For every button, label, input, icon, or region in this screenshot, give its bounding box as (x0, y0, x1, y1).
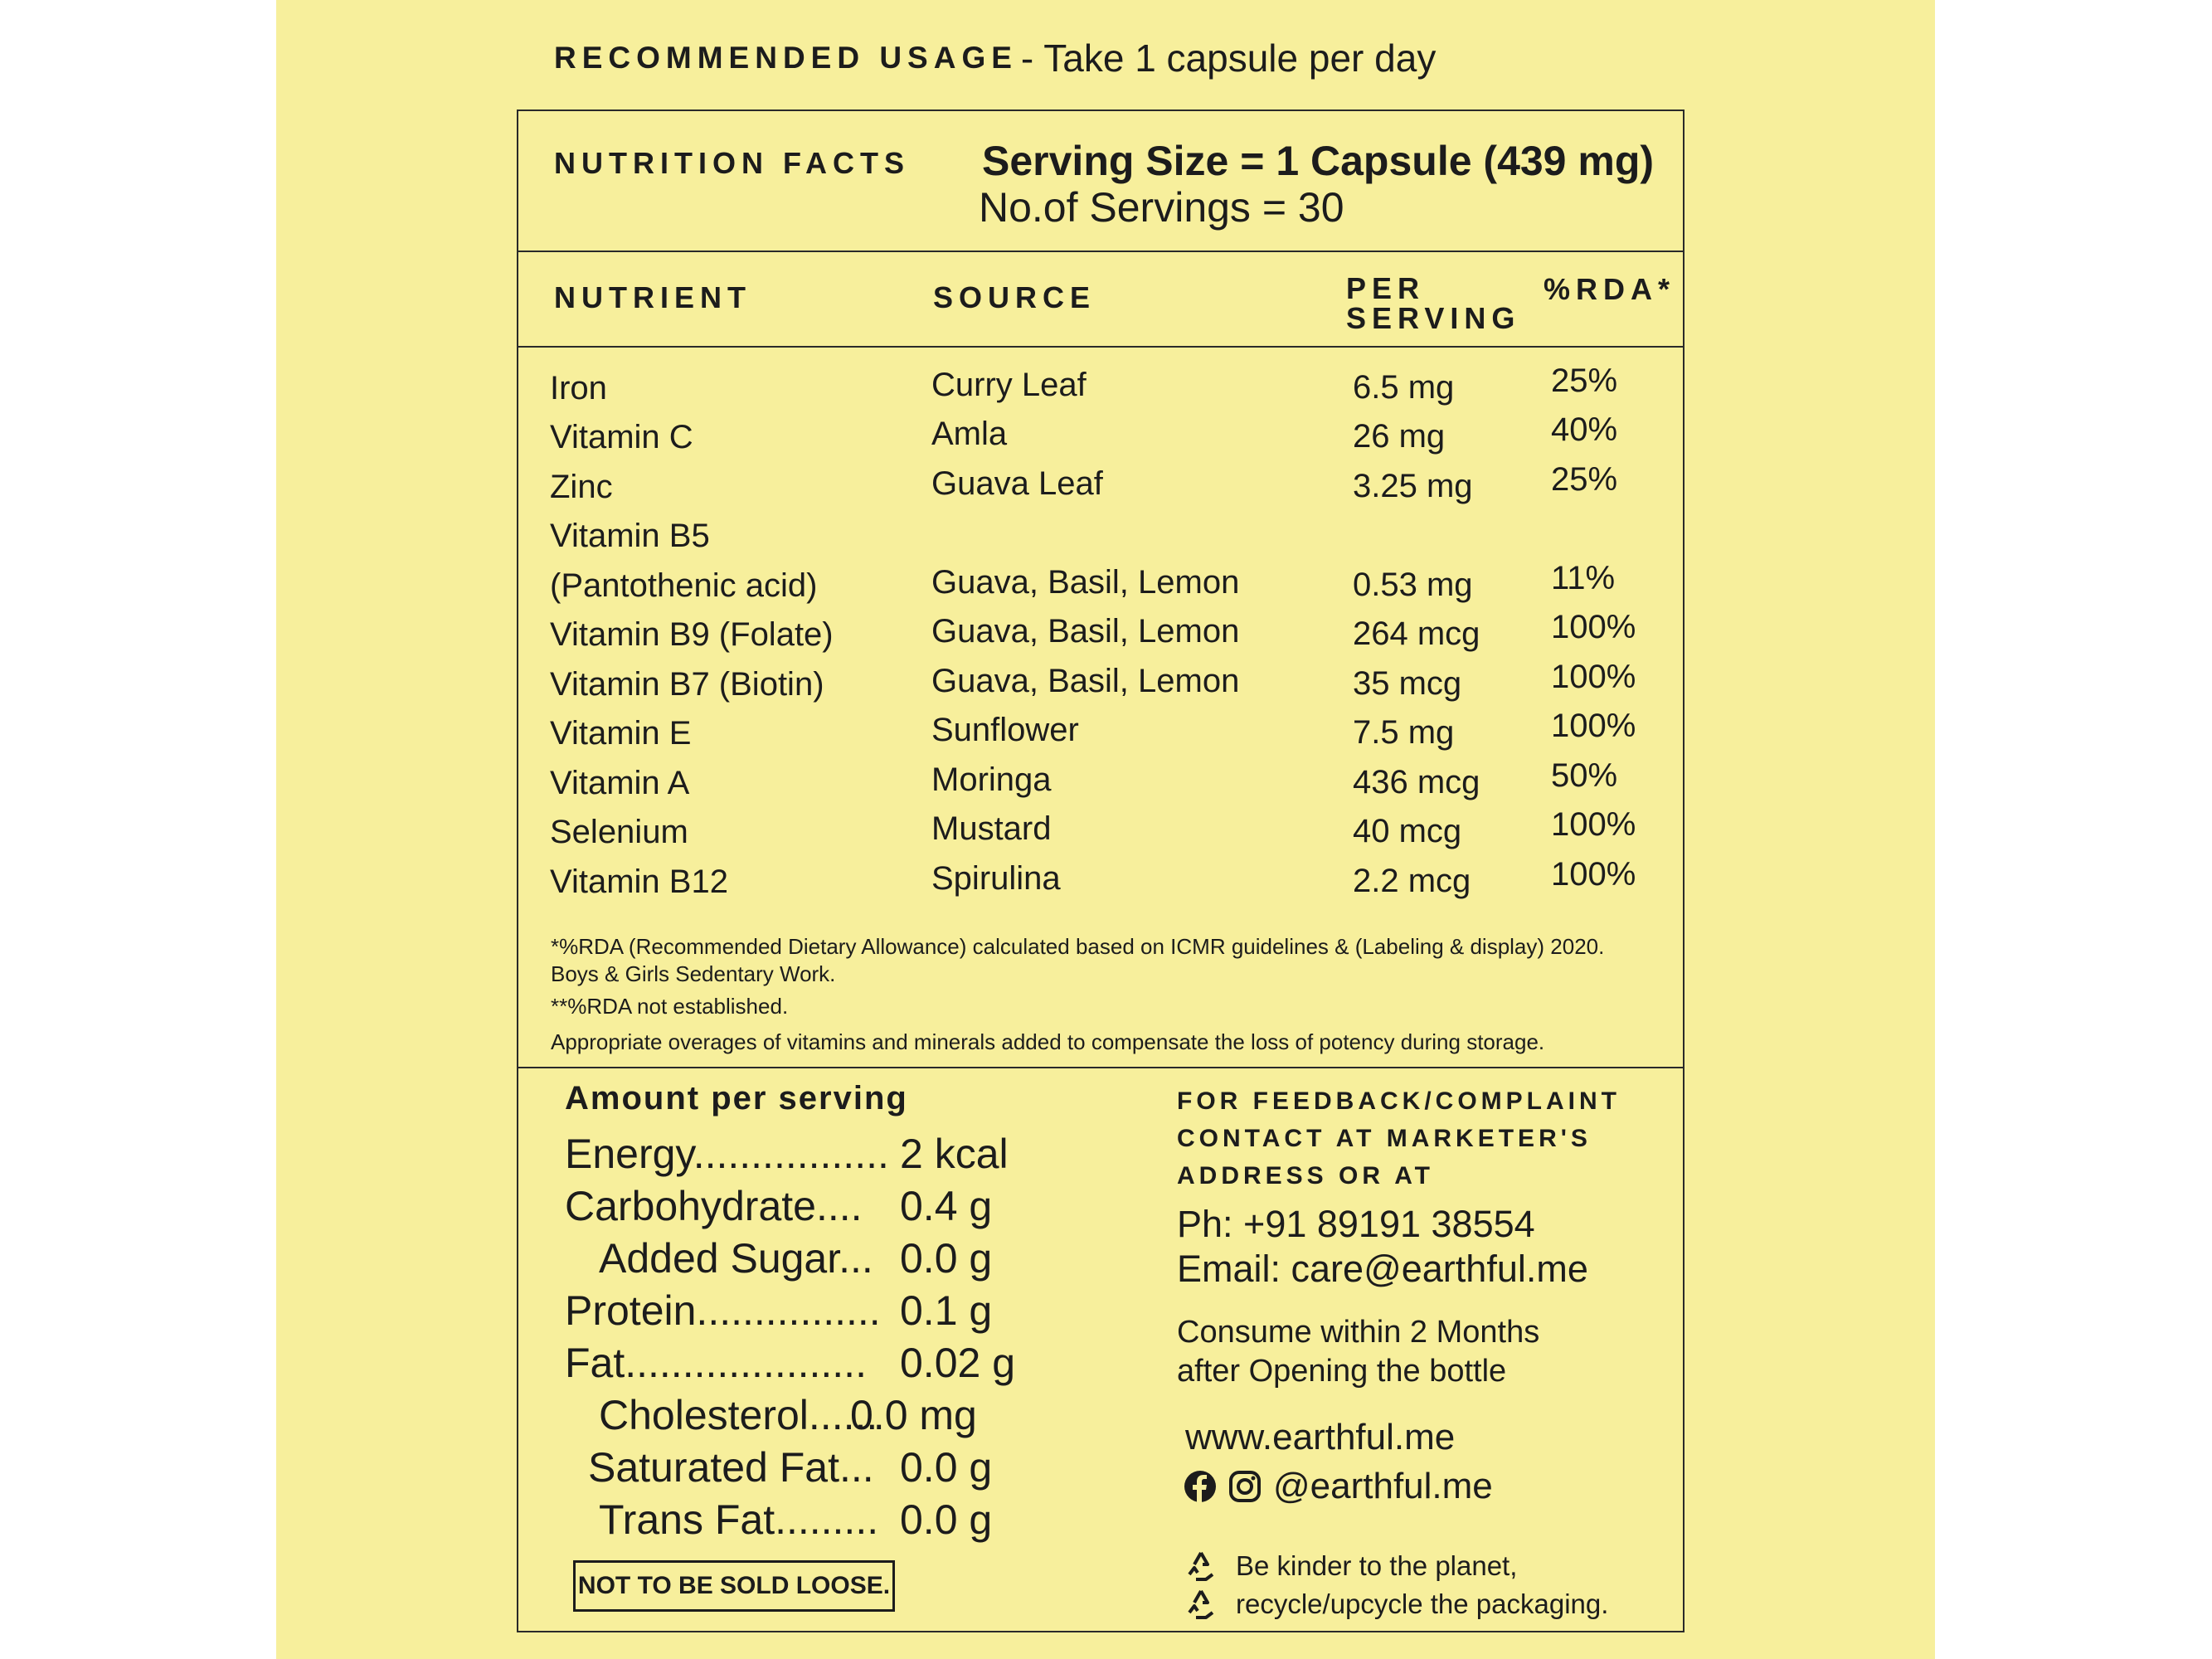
carbohydrate-label: Carbohydrate.... (565, 1183, 863, 1229)
recommended-usage (554, 33, 1436, 83)
rda-cell: 100% (1551, 708, 1636, 744)
rda-cell: 25% (1551, 362, 1618, 399)
saturated-fat-label: Saturated Fat... (588, 1444, 874, 1491)
source-cell: Guava Leaf (931, 465, 1103, 502)
fat-label: Fat..................... (565, 1340, 867, 1386)
divider-columns (517, 346, 1685, 348)
nutrient-cell: Vitamin B12 (550, 864, 728, 900)
nutrient-cell: Iron (550, 370, 607, 406)
recycle-icon (1184, 1550, 1218, 1583)
servings-count: No.of Servings = 30 (979, 184, 1344, 231)
per-serving-cell: 26 mg (1353, 418, 1446, 455)
footnote-rda: *%RDA (Recommended Dietary Allowance) calculated based on ICMR guidelines & (Labeling & display) 2020. (551, 934, 1605, 959)
energy-label: Energy................. (565, 1131, 889, 1177)
col-header-per-serving (1346, 271, 1521, 335)
col-header-rda: %RDA* (1544, 272, 1676, 306)
col-header-nutrient: NUTRIENT (554, 280, 751, 314)
nutrient-cell: Vitamin E (550, 715, 692, 752)
source-cell: Guava, Basil, Lemon (931, 564, 1240, 601)
source-cell: Mustard (931, 810, 1052, 847)
added-sugar-label: Added Sugar... (599, 1235, 873, 1282)
eco-text: Be kinder to the planet, (1236, 1550, 1518, 1581)
nutrient-cell: Vitamin B5 (550, 518, 710, 554)
consume-notice (1177, 1313, 1539, 1391)
not-sold-loose-notice: NOT TO BE SOLD LOOSE. (573, 1560, 895, 1612)
footnote-overages: Appropriate overages of vitamins and minerals added to compensate the loss of potency during storage. (551, 1029, 1545, 1054)
usage-label: RECOMMENDED USAGE (554, 41, 1018, 75)
facebook-icon (1184, 1470, 1217, 1503)
usage-text: Take 1 capsule per day (1043, 36, 1437, 80)
per-serving-cell: 264 mcg (1353, 615, 1480, 652)
per-serving-cell: 40 mcg (1353, 813, 1462, 849)
feedback-line: CONTACT AT MARKETER'S (1177, 1125, 1592, 1152)
eco-text: recycle/upcycle the packaging. (1236, 1588, 1609, 1619)
source-cell: Guava, Basil, Lemon (931, 613, 1240, 649)
rda-cell: 100% (1551, 856, 1636, 893)
recycle-icon (1184, 1588, 1218, 1621)
source-cell: Sunflower (931, 712, 1079, 748)
social-handles (1184, 1463, 1493, 1510)
rda-cell: 100% (1551, 659, 1636, 695)
footnote-group: Boys & Girls Sedentary Work. (551, 961, 836, 986)
cholesterol-label: Cholesterol...... (599, 1392, 878, 1438)
nutrient-cell: Zinc (550, 469, 613, 505)
nutrient-cell: Vitamin B9 (Folate) (550, 616, 834, 653)
nutrient-cell: (Pantothenic acid) (550, 567, 818, 604)
fat-value: 0.02 g (900, 1340, 1016, 1386)
source-cell: Moringa (931, 761, 1052, 798)
email-address: Email: care@earthful.me (1177, 1248, 1588, 1290)
per-serving-cell: 3.25 mg (1353, 468, 1473, 504)
cholesterol-value: 0.0 mg (850, 1392, 977, 1438)
nutrient-cell: Vitamin A (550, 765, 690, 801)
per-serving-cell: 0.53 mg (1353, 567, 1473, 603)
nutrition-facts-title: NUTRITION FACTS (554, 146, 910, 180)
instagram-icon (1228, 1470, 1262, 1503)
consume-line: after Opening the bottle (1177, 1354, 1507, 1389)
footnote-not-established: **%RDA not established. (551, 994, 789, 1019)
protein-value: 0.1 g (900, 1287, 993, 1334)
source-cell: Guava, Basil, Lemon (931, 663, 1240, 699)
nutrient-cell: Selenium (550, 814, 688, 850)
col-header-source: SOURCE (933, 280, 1096, 314)
website: www.earthful.me (1185, 1417, 1456, 1457)
col-header-per: PER (1346, 271, 1426, 305)
nutrient-cell: Vitamin C (550, 419, 693, 455)
rda-cell: 100% (1551, 609, 1636, 645)
divider-footer (517, 1067, 1685, 1068)
divider-header (517, 251, 1685, 252)
energy-value: 2 kcal (900, 1131, 1009, 1177)
source-cell: Curry Leaf (931, 367, 1087, 403)
per-serving-cell: 436 mcg (1353, 764, 1480, 800)
per-serving-cell: 35 mcg (1353, 665, 1462, 702)
rda-cell: 25% (1551, 461, 1618, 498)
source-cell: Amla (931, 416, 1008, 452)
serving-size: Serving Size = 1 Capsule (439 mg) (982, 138, 1655, 184)
per-serving-cell: 6.5 mg (1353, 369, 1455, 406)
eco-line (1184, 1550, 1517, 1583)
rda-cell: 100% (1551, 806, 1636, 843)
col-header-serving: SERVING (1346, 301, 1521, 335)
rda-cell: 40% (1551, 411, 1618, 448)
trans-fat-label: Trans Fat......... (599, 1496, 879, 1543)
consume-line: Consume within 2 Months (1177, 1315, 1540, 1350)
rda-cell: 50% (1551, 757, 1618, 794)
social-handle: @earthful.me (1273, 1466, 1493, 1506)
saturated-fat-value: 0.0 g (900, 1444, 993, 1491)
source-cell: Spirulina (931, 860, 1061, 897)
phone-number: Ph: +91 89191 38554 (1177, 1203, 1535, 1245)
trans-fat-value: 0.0 g (900, 1496, 993, 1543)
protein-label: Protein................ (565, 1287, 881, 1334)
added-sugar-value: 0.0 g (900, 1235, 993, 1282)
feedback-line: FOR FEEDBACK/COMPLAINT (1177, 1087, 1621, 1115)
eco-line (1184, 1588, 1608, 1621)
per-serving-cell: 7.5 mg (1353, 714, 1455, 751)
per-serving-cell: 2.2 mcg (1353, 863, 1471, 899)
carbohydrate-value: 0.4 g (900, 1183, 993, 1229)
usage-dash: - (1020, 36, 1034, 80)
feedback-heading (1177, 1082, 1621, 1194)
feedback-line: ADDRESS OR AT (1177, 1162, 1435, 1190)
amount-per-serving-title: Amount per serving (565, 1080, 908, 1117)
nutrient-cell: Vitamin B7 (Biotin) (550, 666, 824, 703)
rda-cell: 11% (1551, 560, 1616, 596)
